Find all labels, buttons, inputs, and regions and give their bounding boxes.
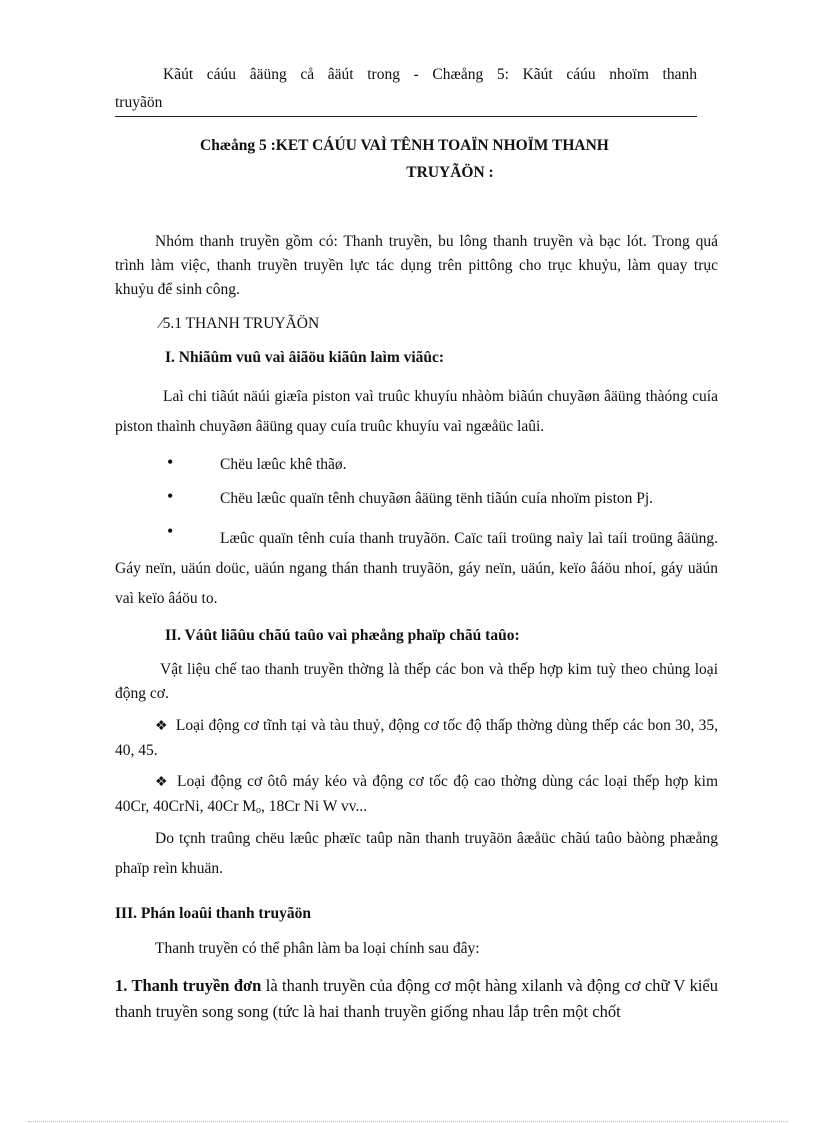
chapter-title-line1: Chæång 5 :KET CÁÚU VAÌ TÊNH TOAÏN NHOÏM THANH: [200, 137, 609, 154]
section-III-paragraph: Thanh truyền có thể phân làm ba loại chính sau đây:: [155, 940, 480, 957]
bullet-1-text: Chëu læûc khê thãø.: [220, 456, 347, 473]
diamond-bullet-2-icon: ❖: [155, 775, 170, 790]
chapter-title-line2: TRUYÃÖN :: [406, 164, 494, 181]
section-III-item-1-text: là thanh truyền của động cơ một hàng xilanh và động cơ chữ V kiểu thanh truyền song song (tức là hai thanh truyền giống nhau lắp trên một chốt: [115, 976, 718, 1021]
section-II-heading: II. Váût liãûu chãú taûo vaì phæång phaïp chãú taûo:: [165, 627, 520, 644]
section-II-paragraph-2: Do tçnh traûng chëu læûc phæïc taûp nãn thanh truyãön âæåüc chãú taûo bàòng phæång phaïp reìn khuän.: [115, 830, 718, 877]
section-II-item-2-text: Loại động cơ ôtô máy kéo và động cơ tốc độ cao thờng dùng các loại thếp hợp kim 40Cr, 40CrNi, 40Cr M: [115, 773, 718, 815]
section-III-item-1: [115, 973, 718, 1025]
header-rule: [115, 116, 697, 117]
bullet-3-icon: •: [167, 521, 174, 541]
diamond-bullet-1-icon: ❖: [155, 719, 168, 734]
section-II-item-2-subscript: o: [256, 805, 262, 816]
bullet-1-icon: •: [167, 452, 174, 472]
bullet-3-text: Læûc quaïn tênh cuía thanh truyãön. Caïc taíi troüng naìy laì taíi troüng âäüng. Gáy neïn, uäún doüc, uäún ngang thán thanh truyãön, gáy neïn, uäún, keïo âáöu nhoí, gáy uäún vaì keïo âáöu to.: [115, 530, 718, 607]
bullet-2-text: Chëu læûc quaïn tênh chuyãøn âäüng tënh tiãún cuía nhoïm piston Pj.: [220, 490, 654, 507]
section-III-item-1-label: 1. Thanh truyền đơn: [115, 976, 262, 995]
section-II-item-1: [115, 714, 718, 763]
section-II-item-2-tail: , 18Cr Ni W vv...: [261, 798, 368, 815]
section-II-item-1-text: Loại động cơ tĩnh tại và tàu thuỷ, động cơ tốc độ thấp thờng dùng thếp các bon 30, 35, 40, 45.: [115, 717, 718, 759]
bullet-2-icon: •: [167, 486, 174, 506]
section-5-1-heading: ⁄5.1 THANH TRUYÃÖN: [160, 315, 320, 332]
section-II-item-2: [115, 770, 718, 823]
intro-paragraph: Nhóm thanh truyền gồm có: Thanh truyền, bu lông thanh truyền và bạc lót. Trong quá trình làm việc, thanh truyền truyền lực tác dụng trên pittông cho trục khuỷu, làm quay trục khuỷu để sinh công.: [115, 233, 718, 298]
section-III-heading: III. Phán loaûi thanh truyãön: [115, 905, 311, 922]
section-I-heading: I. Nhiãûm vuû vaì âiãöu kiãûn laìm viãûc:: [165, 349, 445, 366]
section-II-paragraph: Vật liệu chế tao thanh truyền thờng là thếp các bon và thếp hợp kim tuỳ theo chủng loại động cơ.: [115, 661, 718, 702]
chapter-title: [200, 132, 680, 186]
page-bottom-border: [28, 1121, 788, 1122]
running-header: Kãút cáúu âäüng cå âäút trong - Chæång 5: Kãút cáúu nhoïm thanh: [163, 66, 697, 83]
running-header-continued: truyãön: [115, 94, 163, 111]
section-I-paragraph: Laì chi tiãút näúi giæîa piston vaì truûc khuyíu nhàòm biãún chuyãøn âäüng thàóng cuía piston thaình chuyãøn âäüng quay cuía truûc khuyíu vaì ngæåüc laûi.: [115, 388, 718, 435]
